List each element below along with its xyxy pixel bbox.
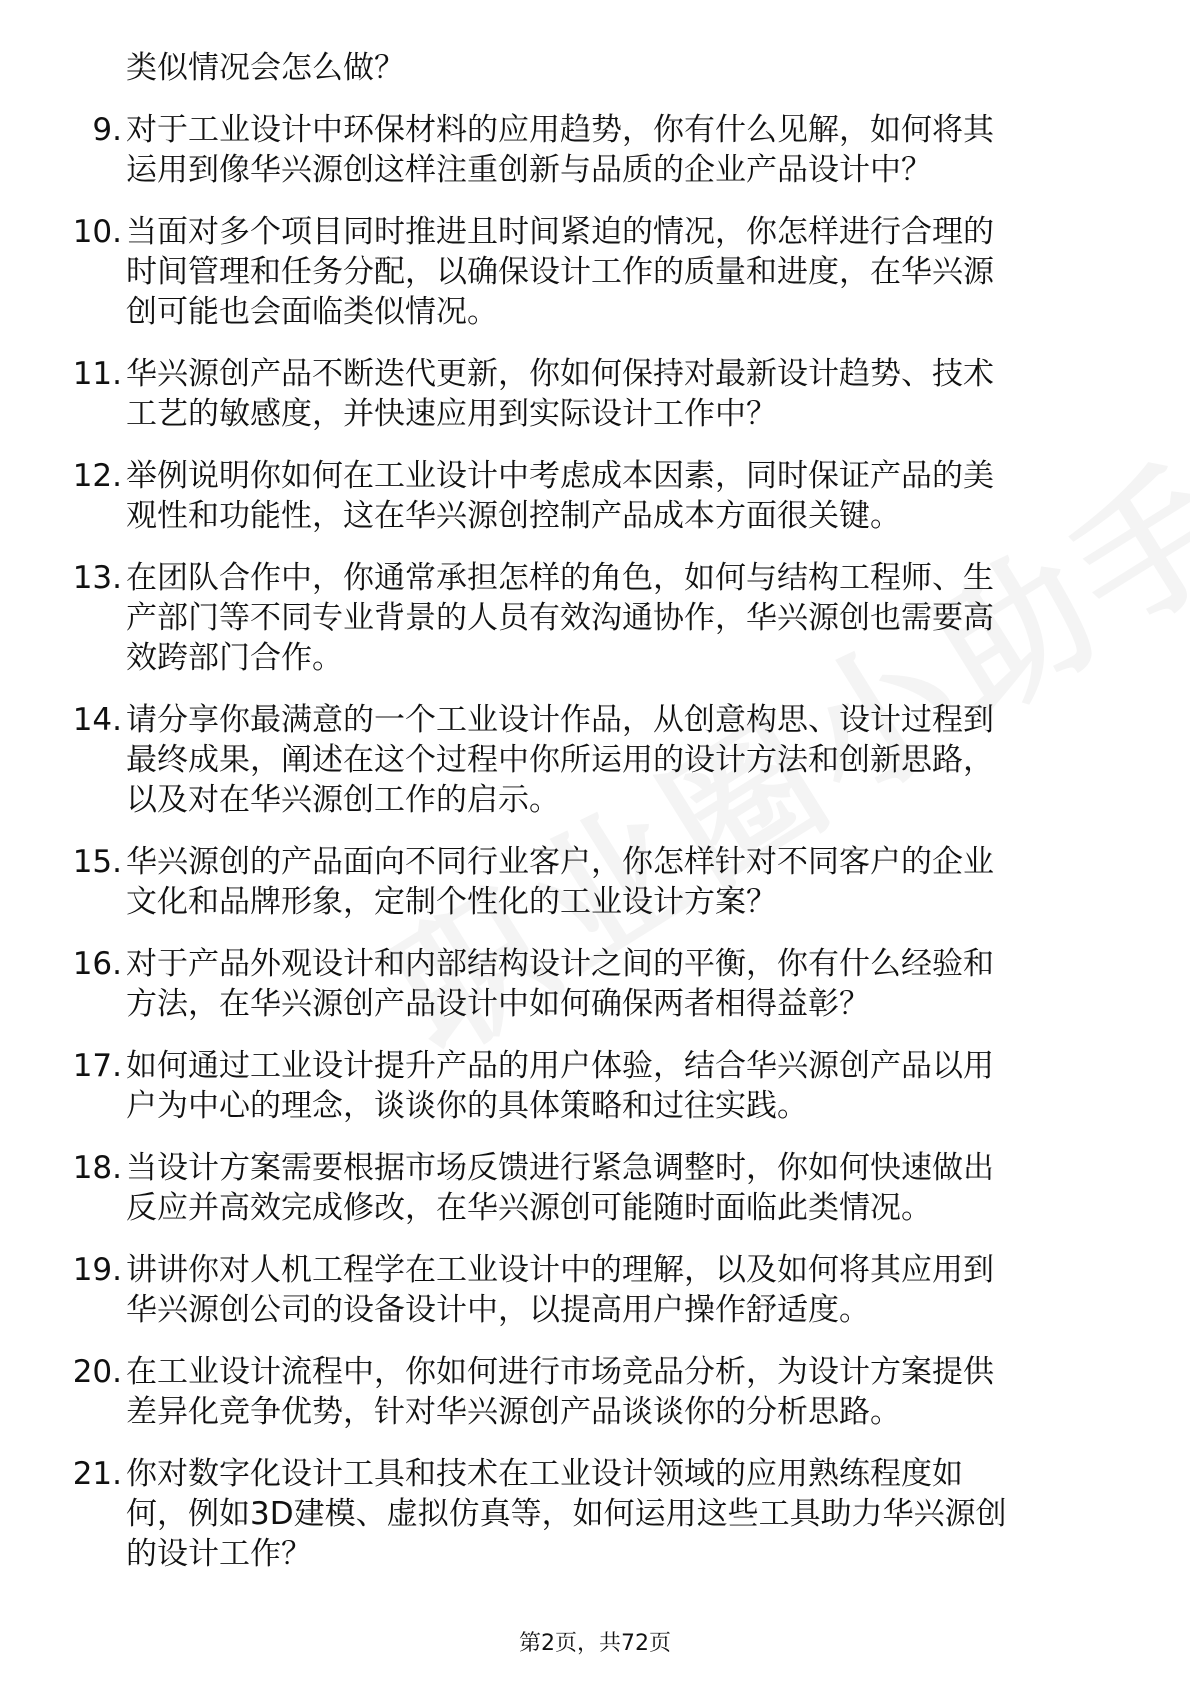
question-line: 反应并高效完成修改，在华兴源创可能随时面临此类情况。 [126,1190,932,1226]
question-line: 当设计方案需要根据市场反馈进行紧急调整时，你如何快速做出 [126,1150,994,1186]
question-item [0,700,1190,820]
question-item [0,1454,1190,1574]
question-line: 讲讲你对人机工程学在工业设计中的理解，以及如何将其应用到 [126,1252,994,1288]
question-number: 13. [72,560,122,596]
question-line: 效跨部门合作。 [126,640,343,676]
question-line: 时间管理和任务分配，以确保设计工作的质量和进度，在华兴源 [126,254,994,290]
question-item [0,842,1190,922]
question-text [126,842,1116,922]
question-item [0,1148,1190,1228]
question-text [126,1454,1116,1574]
question-number: 21. [72,1456,122,1492]
question-item [0,110,1190,190]
question-number: 15. [72,844,122,880]
question-item [0,1046,1190,1126]
question-number: 17. [72,1048,122,1084]
question-items [0,110,1190,1574]
question-line: 你对数字化设计工具和技术在工业设计领域的应用熟练程度如 [126,1456,963,1492]
question-line: 运用到像华兴源创这样注重创新与品质的企业产品设计中？ [126,152,932,188]
question-line: 产部门等不同专业背景的人员有效沟通协作，华兴源创也需要高 [126,600,994,636]
question-line: 方法，在华兴源创产品设计中如何确保两者相得益彰？ [126,986,870,1022]
question-text [126,558,1116,678]
question-line: 对于工业设计中环保材料的应用趋势，你有什么见解，如何将其 [126,112,994,148]
question-line: 何，例如3D建模、虚拟仿真等，如何运用这些工具助力华兴源创 [126,1496,1007,1532]
question-number: 12. [72,458,122,494]
question-text [126,1352,1116,1432]
question-text [126,700,1116,820]
question-number: 11. [72,356,122,392]
question-line: 的设计工作？ [126,1536,312,1572]
question-list [0,48,1190,1596]
question-text [126,110,1116,190]
question-text [126,354,1116,434]
question-line: 在团队合作中，你通常承担怎样的角色，如何与结构工程师、生 [126,560,994,596]
question-number: 16. [72,946,122,982]
question-line: 请分享你最满意的一个工业设计作品，从创意构思、设计过程到 [126,702,994,738]
question-line: 对于产品外观设计和内部结构设计之间的平衡，你有什么经验和 [126,946,994,982]
question-line: 以及对在华兴源创工作的启示。 [126,782,560,818]
question-number: 18. [72,1150,122,1186]
question-line: 在工业设计流程中，你如何进行市场竞品分析，为设计方案提供 [126,1354,994,1390]
question-item [0,1352,1190,1432]
question-line: 当面对多个项目同时推进且时间紧迫的情况，你怎样进行合理的 [126,214,994,250]
question-text [126,944,1116,1024]
question-text [126,456,1116,536]
question-number: 14. [72,702,122,738]
question-text [126,212,1116,332]
question-number: 19. [72,1252,122,1288]
question-line: 文化和品牌形象，定制个性化的工业设计方案？ [126,884,777,920]
question-item [0,1250,1190,1330]
question-line: 工艺的敏感度，并快速应用到实际设计工作中？ [126,396,777,432]
question-line: 举例说明你如何在工业设计中考虑成本因素，同时保证产品的美 [126,458,994,494]
question-item [0,558,1190,678]
question-line: 华兴源创公司的设备设计中，以提高用户操作舒适度。 [126,1292,870,1328]
question-text [126,1148,1116,1228]
question-line: 创可能也会面临类似情况。 [126,294,498,330]
question-item [0,456,1190,536]
question-number: 10. [72,214,122,250]
question-line: 华兴源创的产品面向不同行业客户，你怎样针对不同客户的企业 [126,844,994,880]
question-line: 如何通过工业设计提升产品的用户体验，结合华兴源创产品以用 [126,1048,994,1084]
question-item [0,354,1190,434]
question-line: 观性和功能性，这在华兴源创控制产品成本方面很关键。 [126,498,901,534]
question-number: 20. [72,1354,122,1390]
question-item [0,944,1190,1024]
question-line: 户为中心的理念，谈谈你的具体策略和过往实践。 [126,1088,808,1124]
question-text [126,1250,1116,1330]
question-number: 9. [92,112,122,148]
question-text [126,1046,1116,1126]
question-line: 华兴源创产品不断迭代更新，你如何保持对最新设计趋势、技术 [126,356,994,392]
page-footer: 第2页，共72页 [519,1631,671,1656]
question-item [0,212,1190,332]
question-line: 差异化竞争优势，针对华兴源创产品谈谈你的分析思路。 [126,1394,901,1430]
continuation-text: 类似情况会怎么做？ [126,50,405,86]
question-line: 最终成果，阐述在这个过程中你所运用的设计方法和创新思路， [126,742,994,778]
